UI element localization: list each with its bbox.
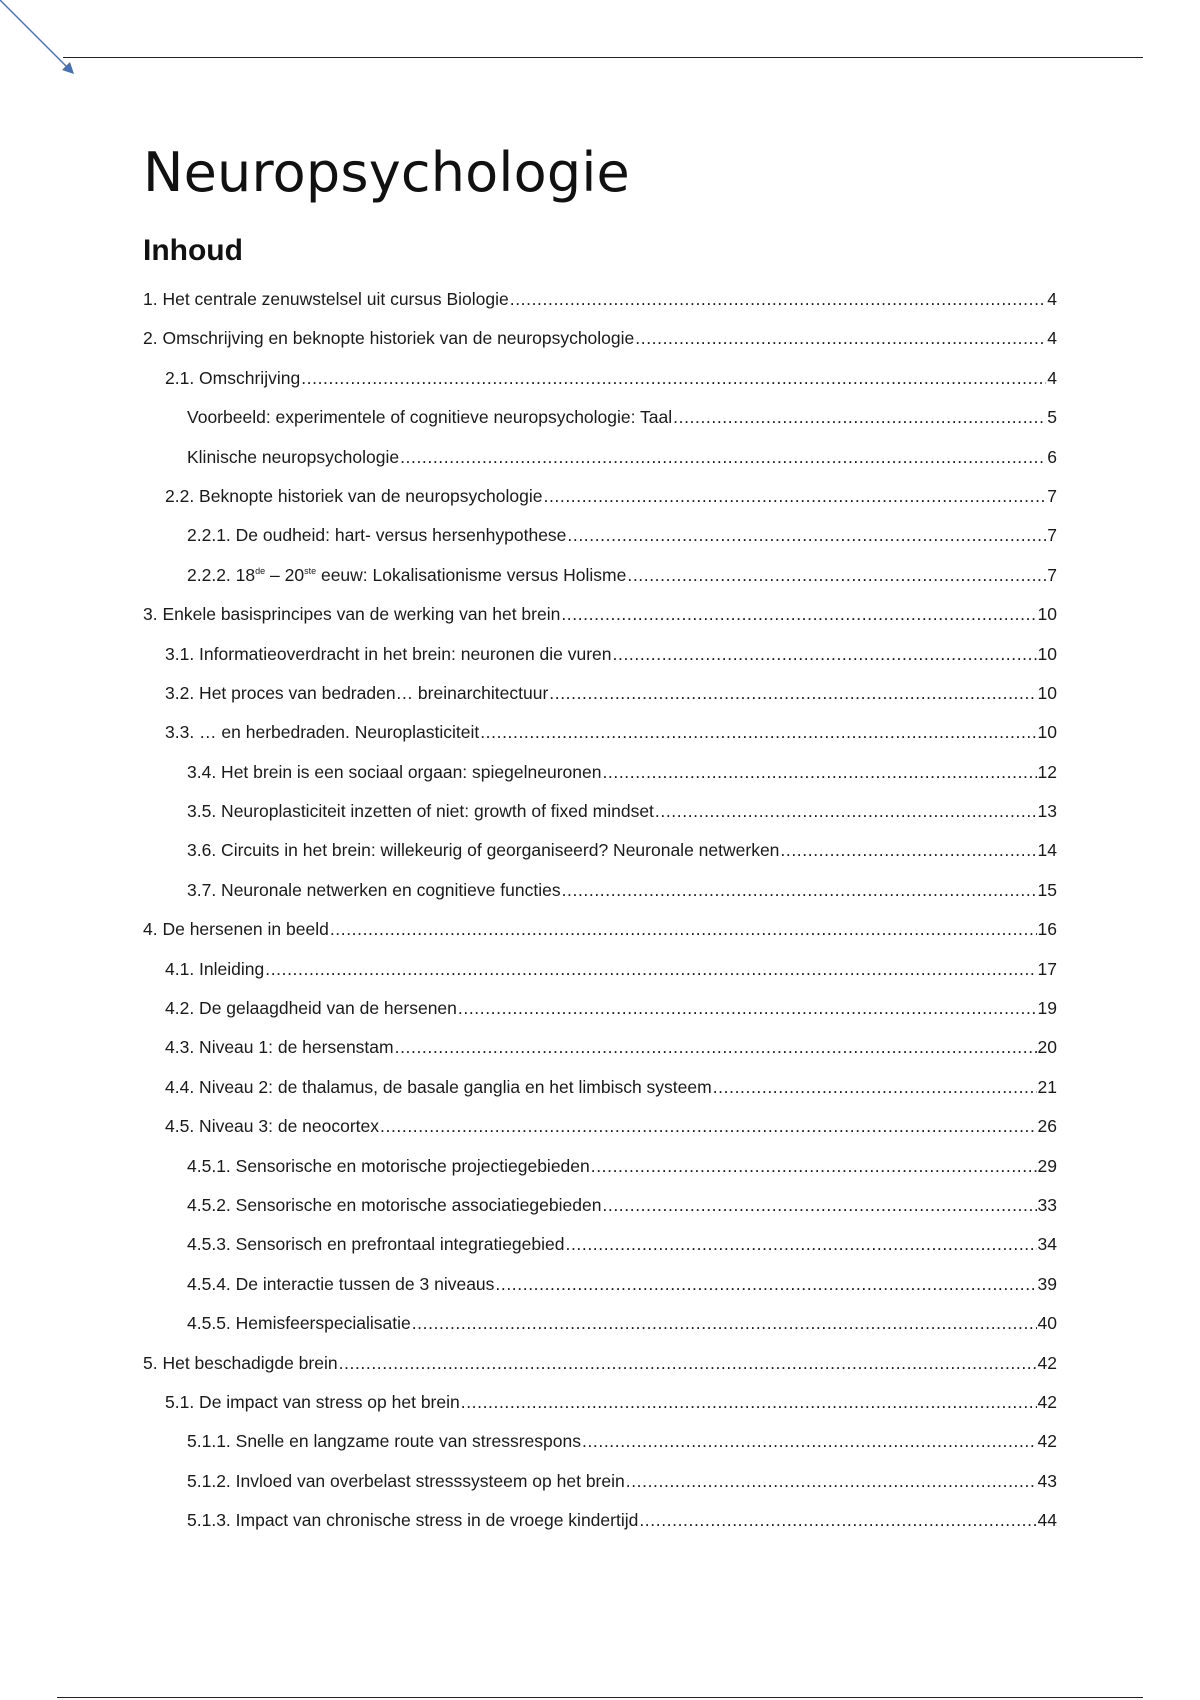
toc-entry-title — [165, 950, 264, 989]
toc-entry-text: 5.1. De impact van stress op het brein — [165, 1391, 460, 1412]
toc-page-number: 16 — [1037, 919, 1057, 940]
toc-page-number: 10 — [1037, 722, 1057, 743]
toc-entry-text: Klinische neuropsychologie — [187, 446, 400, 467]
toc-entry[interactable] — [143, 438, 1057, 477]
toc-entry-title — [143, 595, 560, 634]
dot-leader — [480, 713, 1036, 752]
toc-entry-text: 2.2.2. 18 — [187, 564, 256, 585]
toc-page-number: 42 — [1037, 1391, 1057, 1412]
dot-leader — [635, 319, 1046, 358]
toc-page-number: 15 — [1037, 879, 1057, 900]
toc-entry-title — [143, 319, 634, 358]
toc-entry[interactable] — [143, 1068, 1057, 1107]
dot-leader — [582, 1422, 1037, 1461]
toc-entry-title — [165, 1383, 460, 1422]
toc-entry-title — [187, 1304, 411, 1343]
toc-page-number: 43 — [1037, 1470, 1057, 1491]
toc-page-number: 19 — [1037, 998, 1057, 1019]
toc-entry[interactable] — [143, 871, 1057, 910]
toc-entry-text: 3.4. Het brein is een sociaal orgaan: spiegelneuronen — [187, 761, 602, 782]
toc-entry-title — [165, 1028, 394, 1067]
toc-entry[interactable] — [143, 1462, 1057, 1501]
toc-page-number: 5 — [1047, 407, 1057, 428]
ordinal-suffix: de — [255, 565, 266, 576]
toc-entry-title — [187, 753, 601, 792]
toc-entry[interactable] — [143, 1107, 1057, 1146]
toc-entry[interactable] — [143, 477, 1057, 516]
dot-leader — [495, 1265, 1036, 1304]
toc-entry-title — [187, 1422, 581, 1461]
toc-page-number: 44 — [1037, 1510, 1057, 1531]
toc-entry[interactable] — [143, 1344, 1057, 1383]
toc-page-number: 17 — [1037, 958, 1057, 979]
toc-entry-title — [187, 438, 399, 477]
toc-entry-title — [187, 1225, 564, 1264]
toc-page-number: 40 — [1037, 1313, 1057, 1334]
toc-entry-text: 4.5.4. De interactie tussen de 3 niveaus — [187, 1273, 495, 1294]
dot-leader — [602, 753, 1036, 792]
toc-entry-text: 5.1.3. Impact van chronische stress in de vroege kindertijd — [187, 1510, 639, 1531]
dot-leader — [613, 635, 1037, 674]
toc-entry-text: Voorbeeld: experimentele of cognitieve neuropsychologie: Taal — [187, 407, 673, 428]
toc-entry-text: 2.2. Beknopte historiek van de neuropsychologie — [165, 485, 543, 506]
toc-entry-text: 4.1. Inleiding — [165, 958, 265, 979]
toc-page-number: 26 — [1037, 1116, 1057, 1137]
dot-leader — [562, 871, 1037, 910]
dot-leader — [639, 1501, 1036, 1540]
toc-entry-title — [143, 280, 509, 319]
toc-entry[interactable] — [143, 910, 1057, 949]
toc-entry-title — [187, 398, 672, 437]
toc-entry[interactable] — [143, 1304, 1057, 1343]
toc-entry[interactable] — [143, 280, 1057, 319]
toc-entry-text: 5.1.1. Snelle en langzame route van stressrespons — [187, 1431, 581, 1452]
toc-entry-title — [143, 1344, 338, 1383]
toc-entry-text: 3. Enkele basisprincipes van de werking van het brein — [143, 604, 561, 625]
toc-entry[interactable] — [143, 1147, 1057, 1186]
toc-entry[interactable] — [143, 713, 1057, 752]
toc-entry[interactable] — [143, 1265, 1057, 1304]
toc-entry[interactable] — [143, 753, 1057, 792]
toc-page-number: 10 — [1037, 643, 1057, 664]
toc-entry-text: 1. Het centrale zenuwstelsel uit cursus Biologie — [143, 289, 509, 309]
toc-page-number: 42 — [1037, 1431, 1057, 1452]
dot-leader — [627, 556, 1046, 595]
toc-entry-text: 2.1. Omschrijving — [165, 367, 301, 388]
toc-heading: Inhoud — [143, 234, 243, 267]
toc-entry-text: 4.3. Niveau 1: de hersenstam — [165, 1037, 394, 1058]
toc-entry-title — [187, 1501, 638, 1540]
toc-entry-text: 4.5.1. Sensorische en motorische projectiegebieden — [187, 1155, 590, 1176]
dot-leader — [339, 1344, 1037, 1383]
toc-entry-title — [165, 477, 542, 516]
dot-leader — [565, 1225, 1036, 1264]
toc-entry-text: 3.7. Neuronale netwerken en cognitieve functies — [187, 879, 561, 900]
toc-page-number: 10 — [1037, 604, 1057, 625]
toc-page-number: 39 — [1037, 1273, 1057, 1294]
toc-page-number: 13 — [1037, 801, 1057, 822]
toc-entry-title — [143, 910, 329, 949]
toc-entry[interactable] — [143, 950, 1057, 989]
toc-page-number: 33 — [1037, 1194, 1057, 1215]
toc-entry-title — [165, 1068, 712, 1107]
toc-entry-text: 4.4. Niveau 2: de thalamus, de basale ganglia en het limbisch systeem — [165, 1076, 712, 1097]
toc-page-number: 12 — [1037, 761, 1057, 782]
toc-page-number: 14 — [1037, 840, 1057, 861]
toc-entry-title — [187, 516, 566, 555]
dot-leader — [655, 792, 1037, 831]
dot-leader — [395, 1028, 1037, 1067]
toc-entry[interactable] — [143, 556, 1057, 595]
toc-entry-title — [165, 635, 612, 674]
toc-entry-title — [165, 359, 300, 398]
toc-entry-title — [187, 556, 626, 595]
toc-entry[interactable] — [143, 359, 1057, 398]
toc-entry-text: 5.1.2. Invloed van overbelast stresssysteem op het brein — [187, 1470, 625, 1491]
toc-page-number: 7 — [1047, 485, 1057, 506]
dot-leader — [380, 1107, 1037, 1146]
dot-leader — [458, 989, 1037, 1028]
toc-page-number: 21 — [1037, 1076, 1057, 1097]
toc-entry-text: – 20 — [265, 564, 305, 585]
table-of-contents — [143, 280, 1057, 1541]
toc-entry-title — [187, 1147, 590, 1186]
toc-page-number: 4 — [1047, 328, 1057, 349]
dot-leader — [301, 359, 1046, 398]
toc-entry-title — [187, 792, 654, 831]
dot-leader — [561, 595, 1036, 634]
toc-entry-title — [165, 1107, 379, 1146]
dot-leader — [412, 1304, 1037, 1343]
toc-page-number: 4 — [1047, 367, 1057, 388]
toc-entry-text: 3.1. Informatieoverdracht in het brein: neuronen die vuren — [165, 643, 612, 664]
toc-entry-title — [165, 674, 548, 713]
toc-entry-text: 4.5. Niveau 3: de neocortex — [165, 1116, 380, 1137]
toc-entry[interactable] — [143, 1028, 1057, 1067]
toc-entry-text: 4.2. De gelaagdheid van de hersenen — [165, 998, 457, 1019]
toc-entry-title — [187, 871, 561, 910]
toc-page-number: 34 — [1037, 1234, 1057, 1255]
header-rule — [63, 57, 1143, 58]
toc-entry[interactable] — [143, 792, 1057, 831]
toc-entry[interactable] — [143, 635, 1057, 674]
toc-entry-text: 3.3. … en herbedraden. Neuroplasticiteit — [165, 722, 480, 743]
dot-leader — [510, 280, 1047, 319]
document-title: Neuropsychologie — [143, 141, 630, 204]
ordinal-suffix: ste — [304, 565, 317, 576]
toc-page-number: 29 — [1037, 1155, 1057, 1176]
dot-leader — [673, 398, 1046, 437]
toc-page-number: 6 — [1047, 446, 1057, 467]
dot-leader — [626, 1462, 1037, 1501]
toc-page-number: 7 — [1047, 525, 1057, 546]
toc-entry-text: 4.5.2. Sensorische en motorische associatiegebieden — [187, 1194, 602, 1215]
toc-entry-text: eeuw: Lokalisationisme versus Holisme — [316, 564, 627, 585]
footer-rule — [57, 1697, 1143, 1698]
toc-entry-title — [165, 989, 457, 1028]
toc-entry-title — [187, 1265, 494, 1304]
dot-leader — [400, 438, 1046, 477]
toc-entry[interactable] — [143, 1225, 1057, 1264]
toc-page-number: 20 — [1037, 1037, 1057, 1058]
dot-leader — [265, 950, 1036, 989]
toc-entry[interactable] — [143, 1501, 1057, 1540]
dot-leader — [591, 1147, 1037, 1186]
toc-entry-text: 4.5.3. Sensorisch en prefrontaal integratiegebied — [187, 1234, 565, 1255]
toc-entry[interactable] — [143, 319, 1057, 358]
toc-entry-text: 4. De hersenen in beeld — [143, 919, 329, 940]
toc-entry[interactable] — [143, 674, 1057, 713]
toc-entry[interactable] — [143, 989, 1057, 1028]
toc-page-number: 7 — [1047, 564, 1057, 585]
corner-arrow-icon — [0, 0, 80, 80]
toc-entry-text: 3.5. Neuroplasticiteit inzetten of niet: growth of fixed mindset — [187, 801, 654, 822]
dot-leader — [713, 1068, 1037, 1107]
dot-leader — [567, 516, 1046, 555]
toc-entry[interactable] — [143, 1186, 1057, 1225]
toc-entry-text: 2.2.1. De oudheid: hart- versus hersenhypothese — [187, 525, 567, 546]
toc-entry[interactable] — [143, 1383, 1057, 1422]
toc-entry[interactable] — [143, 516, 1057, 555]
toc-entry-title — [165, 713, 479, 752]
toc-entry-title — [187, 1186, 601, 1225]
toc-page-number: 42 — [1037, 1352, 1057, 1373]
dot-leader — [543, 477, 1046, 516]
toc-entry-title — [187, 831, 779, 870]
toc-entry-text: 2. Omschrijving en beknopte historiek van de neuropsychologie — [143, 328, 635, 349]
dot-leader — [780, 831, 1036, 870]
toc-entry[interactable] — [143, 595, 1057, 634]
toc-page-number: 10 — [1037, 682, 1057, 703]
toc-entry-text: 3.2. Het proces van bedraden… breinarchitectuur — [165, 682, 549, 703]
toc-entry-text: 5. Het beschadigde brein — [143, 1352, 338, 1373]
toc-entry[interactable] — [143, 1422, 1057, 1461]
toc-entry[interactable] — [143, 831, 1057, 870]
dot-leader — [461, 1383, 1037, 1422]
toc-entry-text: 4.5.5. Hemisfeerspecialisatie — [187, 1313, 411, 1334]
toc-entry-title — [187, 1462, 625, 1501]
dot-leader — [330, 910, 1037, 949]
toc-entry[interactable] — [143, 398, 1057, 437]
toc-page-number: 4 — [1047, 289, 1057, 309]
dot-leader — [549, 674, 1036, 713]
toc-entry-text: 3.6. Circuits in het brein: willekeurig of georganiseerd? Neuronale netwerken — [187, 840, 780, 861]
dot-leader — [602, 1186, 1036, 1225]
